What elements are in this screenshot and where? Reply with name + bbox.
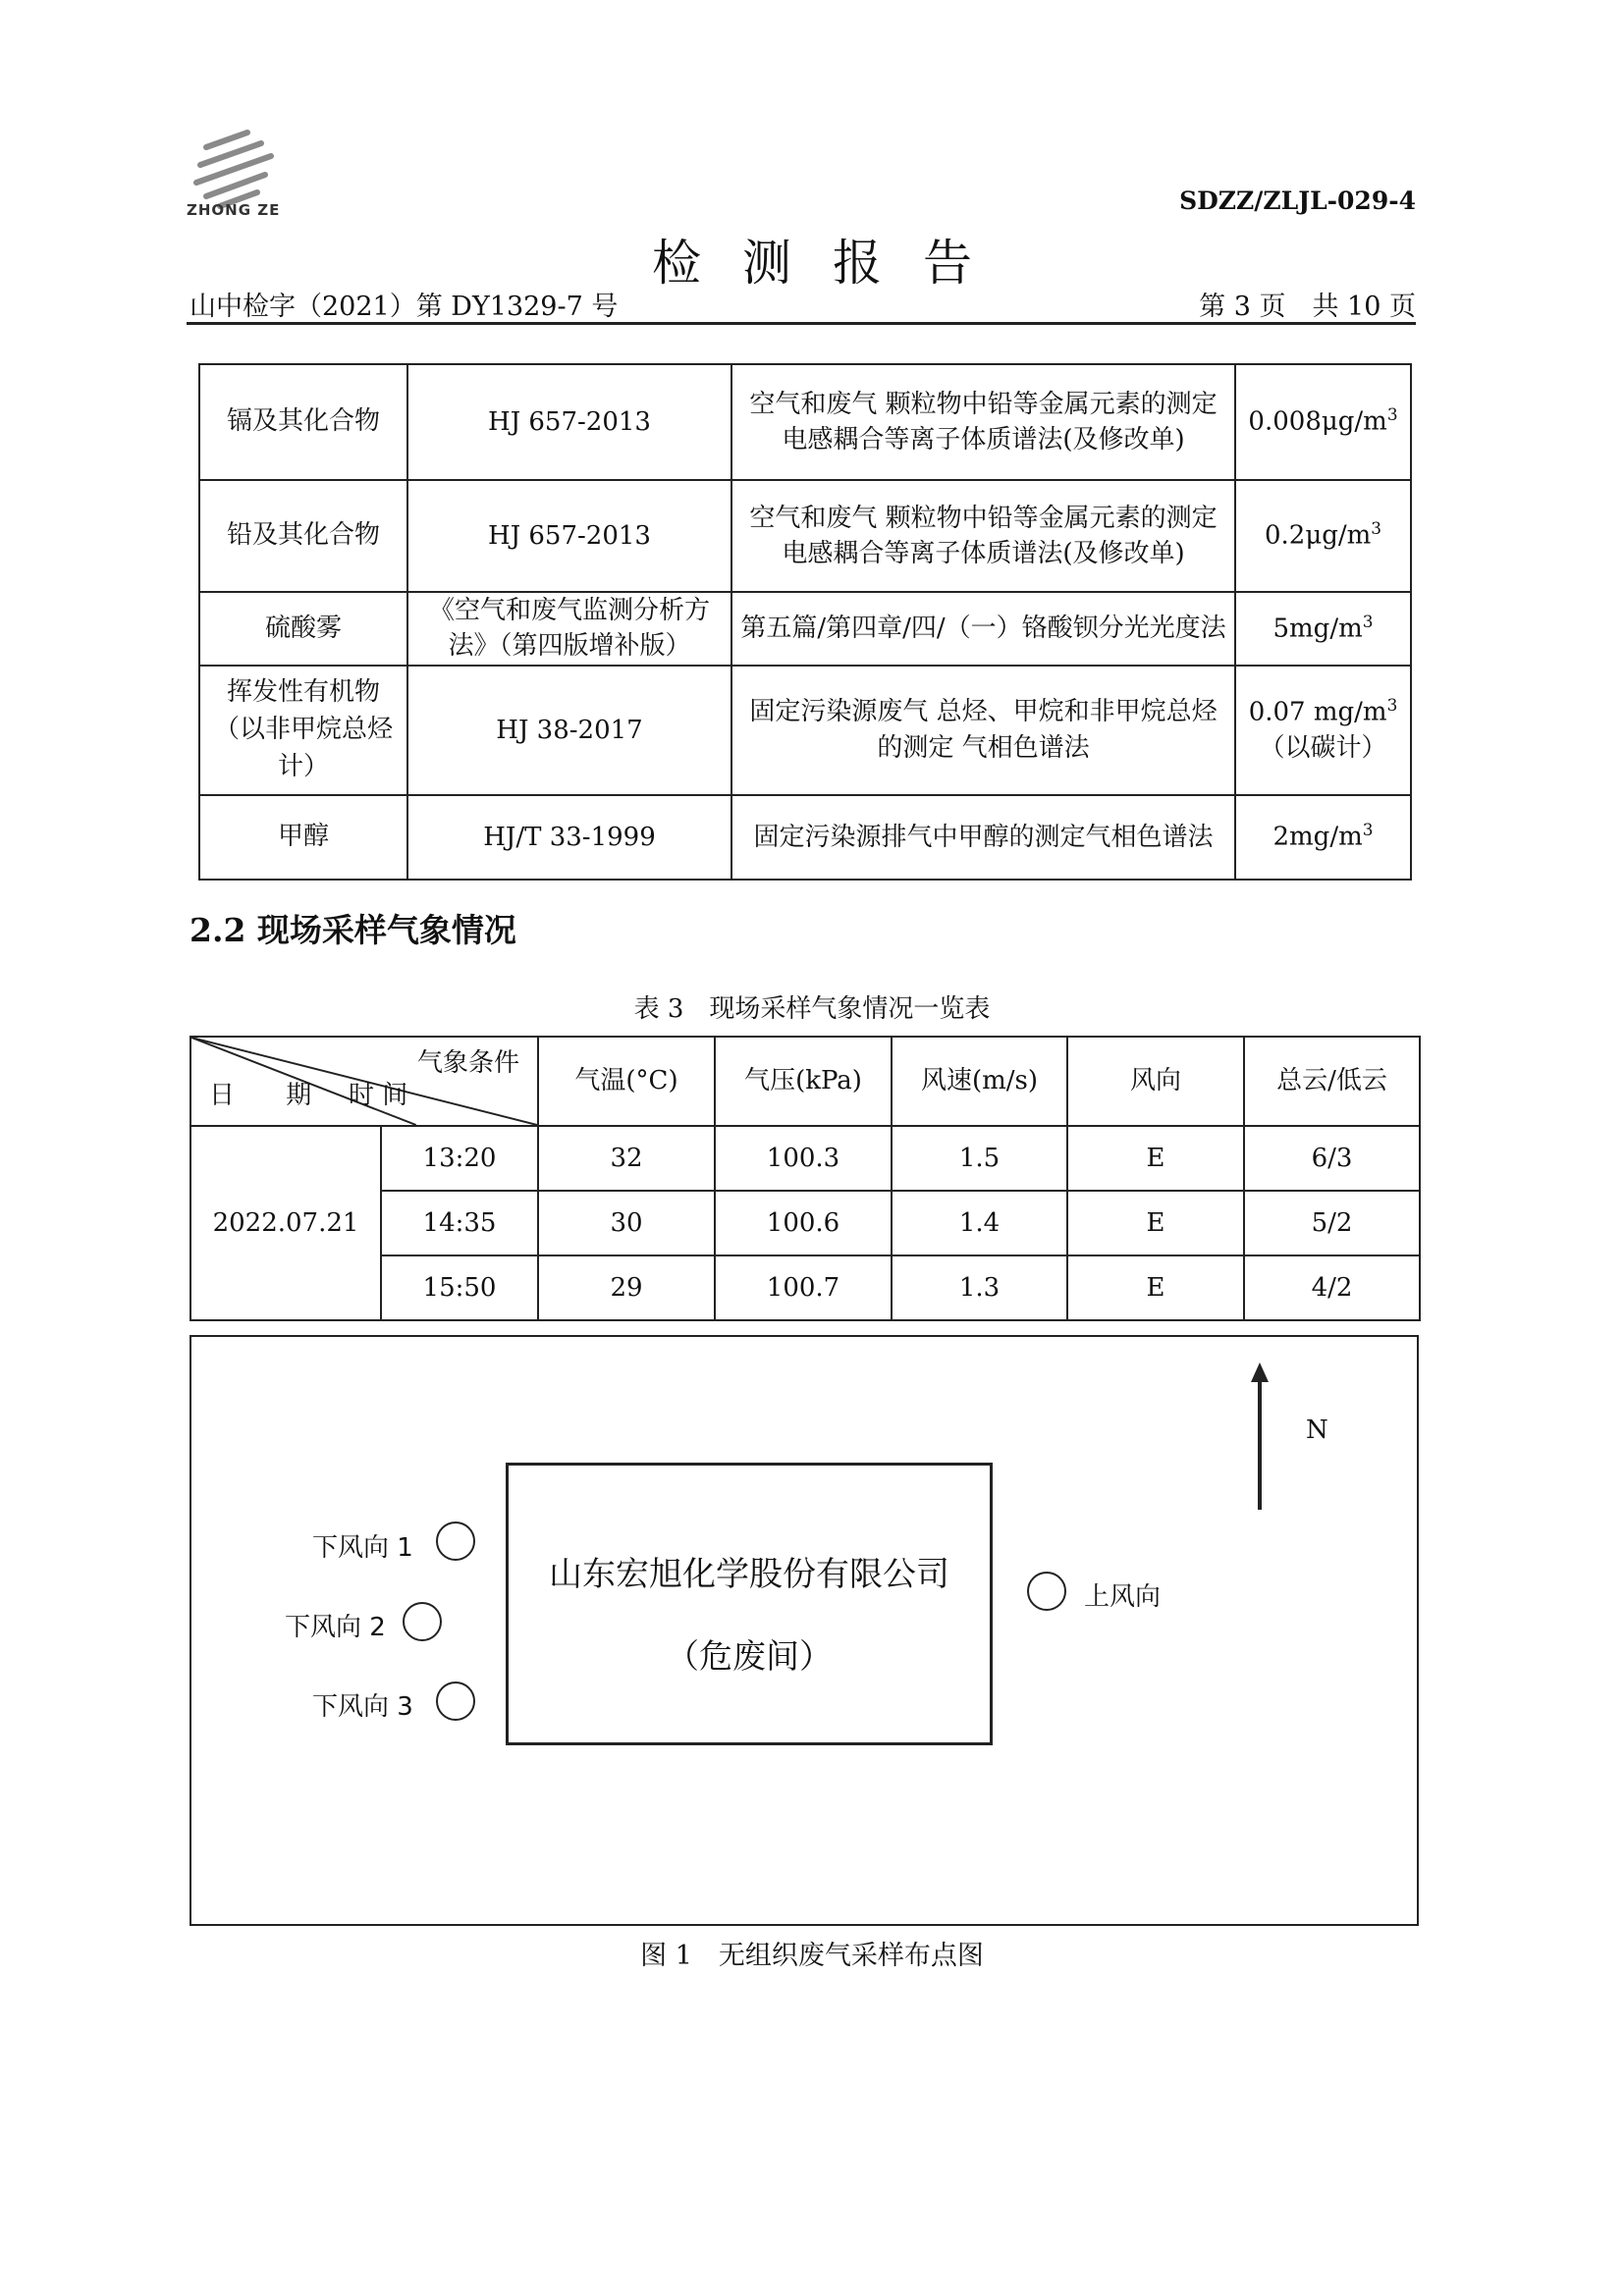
detection-limit [1235,364,1411,480]
temperature-value: 29 [538,1255,715,1320]
header-wind-direction: 风向 [1067,1037,1244,1126]
downwind-label-2: 下风向 2 [285,1613,386,1642]
limit-value: 0.008μg/m [1248,407,1387,438]
cloud-cover-value: 5/2 [1244,1191,1420,1255]
report-number: 山中检字（2021）第 DY1329-7 号 [189,292,619,322]
header-date: 日 期 [209,1080,334,1110]
page-number: 第 3 页 共 10 页 [1199,292,1416,322]
method-row [199,795,1411,880]
limit-unit-superscript: 3 [1362,820,1374,840]
section-heading: 2.2 现场采样气象情况 [189,911,516,949]
north-label: N [1306,1415,1328,1445]
plant-name: 山东宏旭化学股份有限公司 [549,1555,949,1594]
plant-subtitle: （危废间） [666,1637,833,1677]
temperature-value: 32 [538,1126,715,1191]
wind-direction-value: E [1067,1126,1244,1191]
pressure-value: 100.3 [715,1126,892,1191]
pressure-value: 100.6 [715,1191,892,1255]
downwind-label-3: 下风向 3 [312,1692,413,1722]
pollutant-item: 镉及其化合物 [199,364,407,480]
detection-limit [1235,592,1411,666]
standard-number: HJ 657-2013 [407,364,731,480]
analysis-method: 固定污染源废气 总烃、甲烷和非甲烷总烃的测定 气相色谱法 [731,666,1235,795]
document-code: SDZZ/ZLJL-029-4 [1179,187,1416,215]
header-time: 时 间 [349,1080,408,1110]
limit-unit-superscript: 3 [1371,518,1382,539]
upwind-label: 上风向 [1084,1582,1162,1612]
weather-row [190,1126,1420,1191]
detection-limit [1235,480,1411,592]
limit-value: 2mg/m [1272,822,1363,852]
limit-value: 0.2μg/m [1264,521,1372,552]
sampling-time: 13:20 [381,1126,538,1191]
wind-speed-value: 1.3 [892,1255,1067,1320]
header-pressure: 气压(kPa) [715,1037,892,1126]
pollutant-item: 甲醇 [199,795,407,880]
pressure-value: 100.7 [715,1255,892,1320]
pollutant-item: 铅及其化合物 [199,480,407,592]
temperature-value: 30 [538,1191,715,1255]
wind-speed-value: 1.5 [892,1126,1067,1191]
plant-box [506,1463,993,1745]
table-caption: 表 3 现场采样气象情况一览表 [633,994,991,1024]
analysis-method: 空气和废气 颗粒物中铅等金属元素的测定 电感耦合等离子体质谱法(及修改单) [731,480,1235,592]
pollutant-item: 硫酸雾 [199,592,407,666]
header-cloud-cover: 总云/低云 [1244,1037,1420,1126]
cloud-cover-value: 4/2 [1244,1255,1420,1320]
header-divider [187,322,1416,325]
limit-unit-superscript: 3 [1386,404,1398,425]
weather-table-body [190,1126,1420,1320]
standard-number: 《空气和废气监测分析方法》（第四版增补版） [407,592,731,666]
weather-table [189,1036,1421,1321]
wind-speed-value: 1.4 [892,1191,1067,1255]
analysis-method: 空气和废气 颗粒物中铅等金属元素的测定 电感耦合等离子体质谱法(及修改单) [731,364,1235,480]
upwind-point [1027,1572,1066,1611]
pollutant-item: 挥发性有机物（以非甲烷总烃计） [199,666,407,795]
header-weather-condition: 气象条件 [416,1048,519,1078]
method-row [199,666,1411,795]
figure-caption: 图 1 无组织废气采样布点图 [640,1941,984,1971]
north-arrow-icon [1245,1362,1274,1510]
downwind-label-1: 下风向 1 [312,1533,413,1563]
sampling-time: 15:50 [381,1255,538,1320]
downwind-point-1 [436,1522,475,1561]
downwind-point-3 [436,1682,475,1721]
analysis-method: 第五篇/第四章/四/（一）铬酸钡分光光度法 [731,592,1235,666]
sampling-time: 14:35 [381,1191,538,1255]
standard-number: HJ 657-2013 [407,480,731,592]
limit-value: 5mg/m [1272,614,1363,644]
sampling-date: 2022.07.21 [190,1126,381,1320]
logo-text: ZHONG ZE [187,201,281,219]
wind-direction-value: E [1067,1191,1244,1255]
diagonal-header-cell [190,1037,538,1126]
method-table [198,363,1412,881]
method-row [199,480,1411,592]
standard-number: HJ 38-2017 [407,666,731,795]
cloud-cover-value: 6/3 [1244,1126,1420,1191]
standard-number: HJ/T 33-1999 [407,795,731,880]
limit-unit-superscript: 3 [1386,695,1398,716]
detection-limit [1235,666,1411,795]
page-title: 检测报告 [652,235,1013,292]
detection-limit [1235,795,1411,880]
header-wind-speed: 风速(m/s) [892,1037,1067,1126]
header-temperature: 气温(°C) [538,1037,715,1126]
limit-value: 0.07 mg/m [1248,697,1387,727]
limit-note: （以碳计） [1259,733,1387,764]
method-row [199,364,1411,480]
wind-direction-value: E [1067,1255,1244,1320]
method-table-body [199,364,1411,880]
method-row [199,592,1411,666]
analysis-method: 固定污染源排气中甲醇的测定气相色谱法 [731,795,1235,880]
limit-unit-superscript: 3 [1362,611,1374,631]
downwind-point-2 [403,1602,442,1641]
